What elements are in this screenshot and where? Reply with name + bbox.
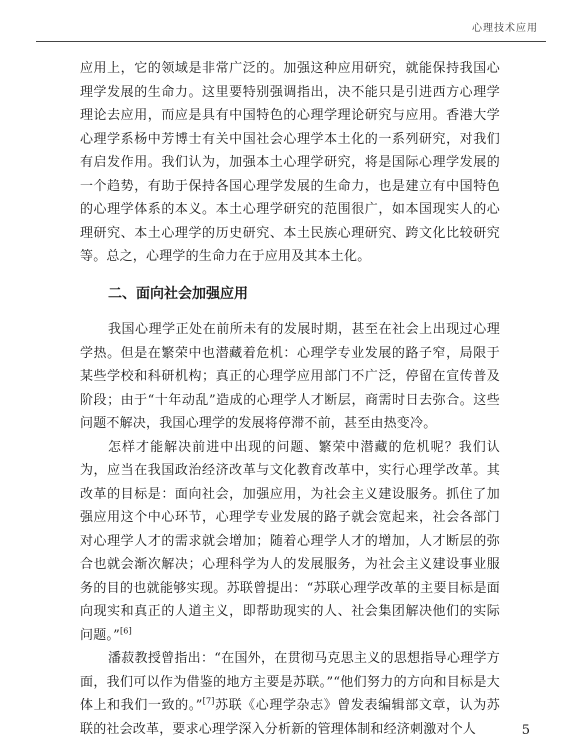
body-text bbox=[80, 57, 500, 741]
citation-6: [6] bbox=[119, 626, 132, 636]
running-header bbox=[0, 0, 582, 46]
header-rule bbox=[36, 41, 546, 42]
paragraph-2-text: 怎样才能解决前进中出现的问题、繁荣中潜藏的危机呢？我们认为，应当在我国政治经济改革与文化教育改革中，实行心理学改革。其改革的目标是：面向社会，加强应用，为社会主义建设服务。抓住了加强应用这个中心环节，心理学专业发展的路子就会宽起来，社会各部门对心理学人才的需求就会增加；随着心理学人才的增加，人才断层的弥合也就会渐次解决；心理科学为人的发展服务，为社会主义建设事业服务的目的也就能够实现。苏联曾提出：“苏联心理学改革的主要目标是面向现实和真正的人道主义，即帮助现实的人、社会集团解决他们的实际问题。” bbox=[80, 439, 500, 643]
paragraph-3-tail: 苏联《心理学杂志》曾发表编辑部文章，认为苏联的社会改革，要求心理学深入分析新的管理体制和经济刺激对个人 bbox=[80, 698, 501, 737]
paragraph-1 bbox=[80, 318, 500, 436]
paragraph-2 bbox=[80, 436, 500, 648]
page-number: 5 bbox=[521, 723, 530, 738]
paragraph-intro: 应用上，它的领域是非常广泛的。加强这种应用研究，就能保持我国心理学发展的生命力。这里要特别强调指出，决不能只是引进西方心理学理论去应用，而应是具有中国特色的心理学理论研究与应用。香港大学心理学系杨中芳博士有关中国社会心理学本土化的一系列研究，对我们有启发作用。我们认为，加强本土心理学研究，将是国际心理学发展的一个趋势，有助于保持各国心理学发展的生命力，也是建立有中国特色的心理学体系的本义。本土心理学研究的范围很广，如本国现实人的心理研究、本土心理学的历史研究、本土民族心理研究、跨文化比较研究等。总之，心理学的生命力在于应用及其本土化。 bbox=[80, 61, 500, 264]
paragraph-1-text: 我国心理学正处在前所未有的发展时期，甚至在社会上出现过心理学热。但是在繁荣中也潜藏着危机：心理学专业发展的路子窄，局限于某些学校和科研机构；真正的心理学应用部门不广泛，停留在宣传普及阶段；由于“十年动乱”造成的心理学人才断层，商需时日去弥合。这些问题不解决，我国心理学的发展将停滞不前，甚至由热变冷。 bbox=[80, 322, 500, 431]
section-title: 二、面向社会加强应用 bbox=[108, 285, 248, 302]
paragraph-3 bbox=[80, 647, 500, 741]
citation-7: [7] bbox=[202, 696, 215, 706]
running-header-title: 心理技术应用 bbox=[472, 23, 538, 34]
paragraph-3-text: 潘菽教授曾指出：“在国外，在贯彻马克思主义的思想指导心理学方面，我们可以作为借鉴的地方主要是苏联。”“他们努力的方向和目标是大体上和我们一致的。” bbox=[80, 651, 500, 713]
